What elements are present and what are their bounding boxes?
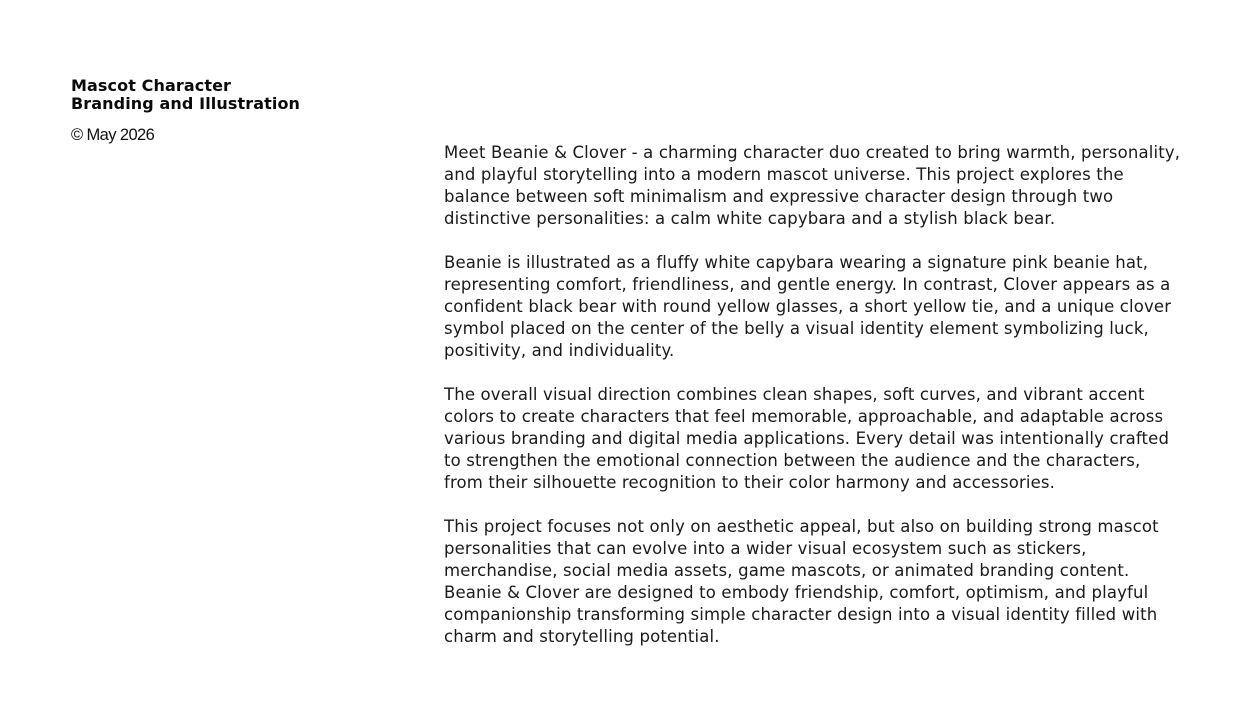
paragraph-visual-direction: The overall visual direction combines clean shapes, soft curves, and vibrant accent colors to create characters that feel memorable, approachable, and adaptable across various branding and digital media applications. Every detail was intentionally crafted to strengthen the emotional connection between the audience and the characters, from their silhouette recognition to their color harmony and accessories. (444, 385, 1170, 492)
title-line-2: Branding and Illustration (71, 94, 301, 113)
page-title (71, 77, 300, 113)
title-line-1: Mascot Character (71, 76, 232, 95)
header (71, 77, 300, 145)
paragraph-focus: This project focuses not only on aesthetic appeal, but also on building strong mascot personalities that can evolve into a wider visual ecosystem such as stickers, merchandise, social media assets, game mascots, or animated branding content. (444, 517, 1159, 580)
paragraph-characters: Beanie is illustrated as a fluffy white capybara wearing a signature pink beanie hat, representing comfort, friendliness, and gentle energy. In contrast, Clover appears as a confident black bear with round yellow glasses, a short yellow tie, and a unique clover symbol placed on the center of the belly a visual identity element symbolizing luck, positivity, and individuality. (444, 253, 1172, 360)
paragraph-conclusion: Beanie & Clover are designed to embody friendship, comfort, optimism, and playful companionship transforming simple character design into a visual identity filled with charm and storytelling potential. (444, 583, 1158, 646)
copyright-date: © May 2026 (71, 126, 155, 144)
description-body (444, 142, 1184, 648)
paragraph-intro: Meet Beanie & Clover - a charming character duo created to bring warmth, personality, and playful storytelling into a modern mascot universe. This project explores the balance between soft minimalism and expressive character design through two distinctive personalities: a calm white capybara and a stylish black bear. (444, 143, 1181, 228)
